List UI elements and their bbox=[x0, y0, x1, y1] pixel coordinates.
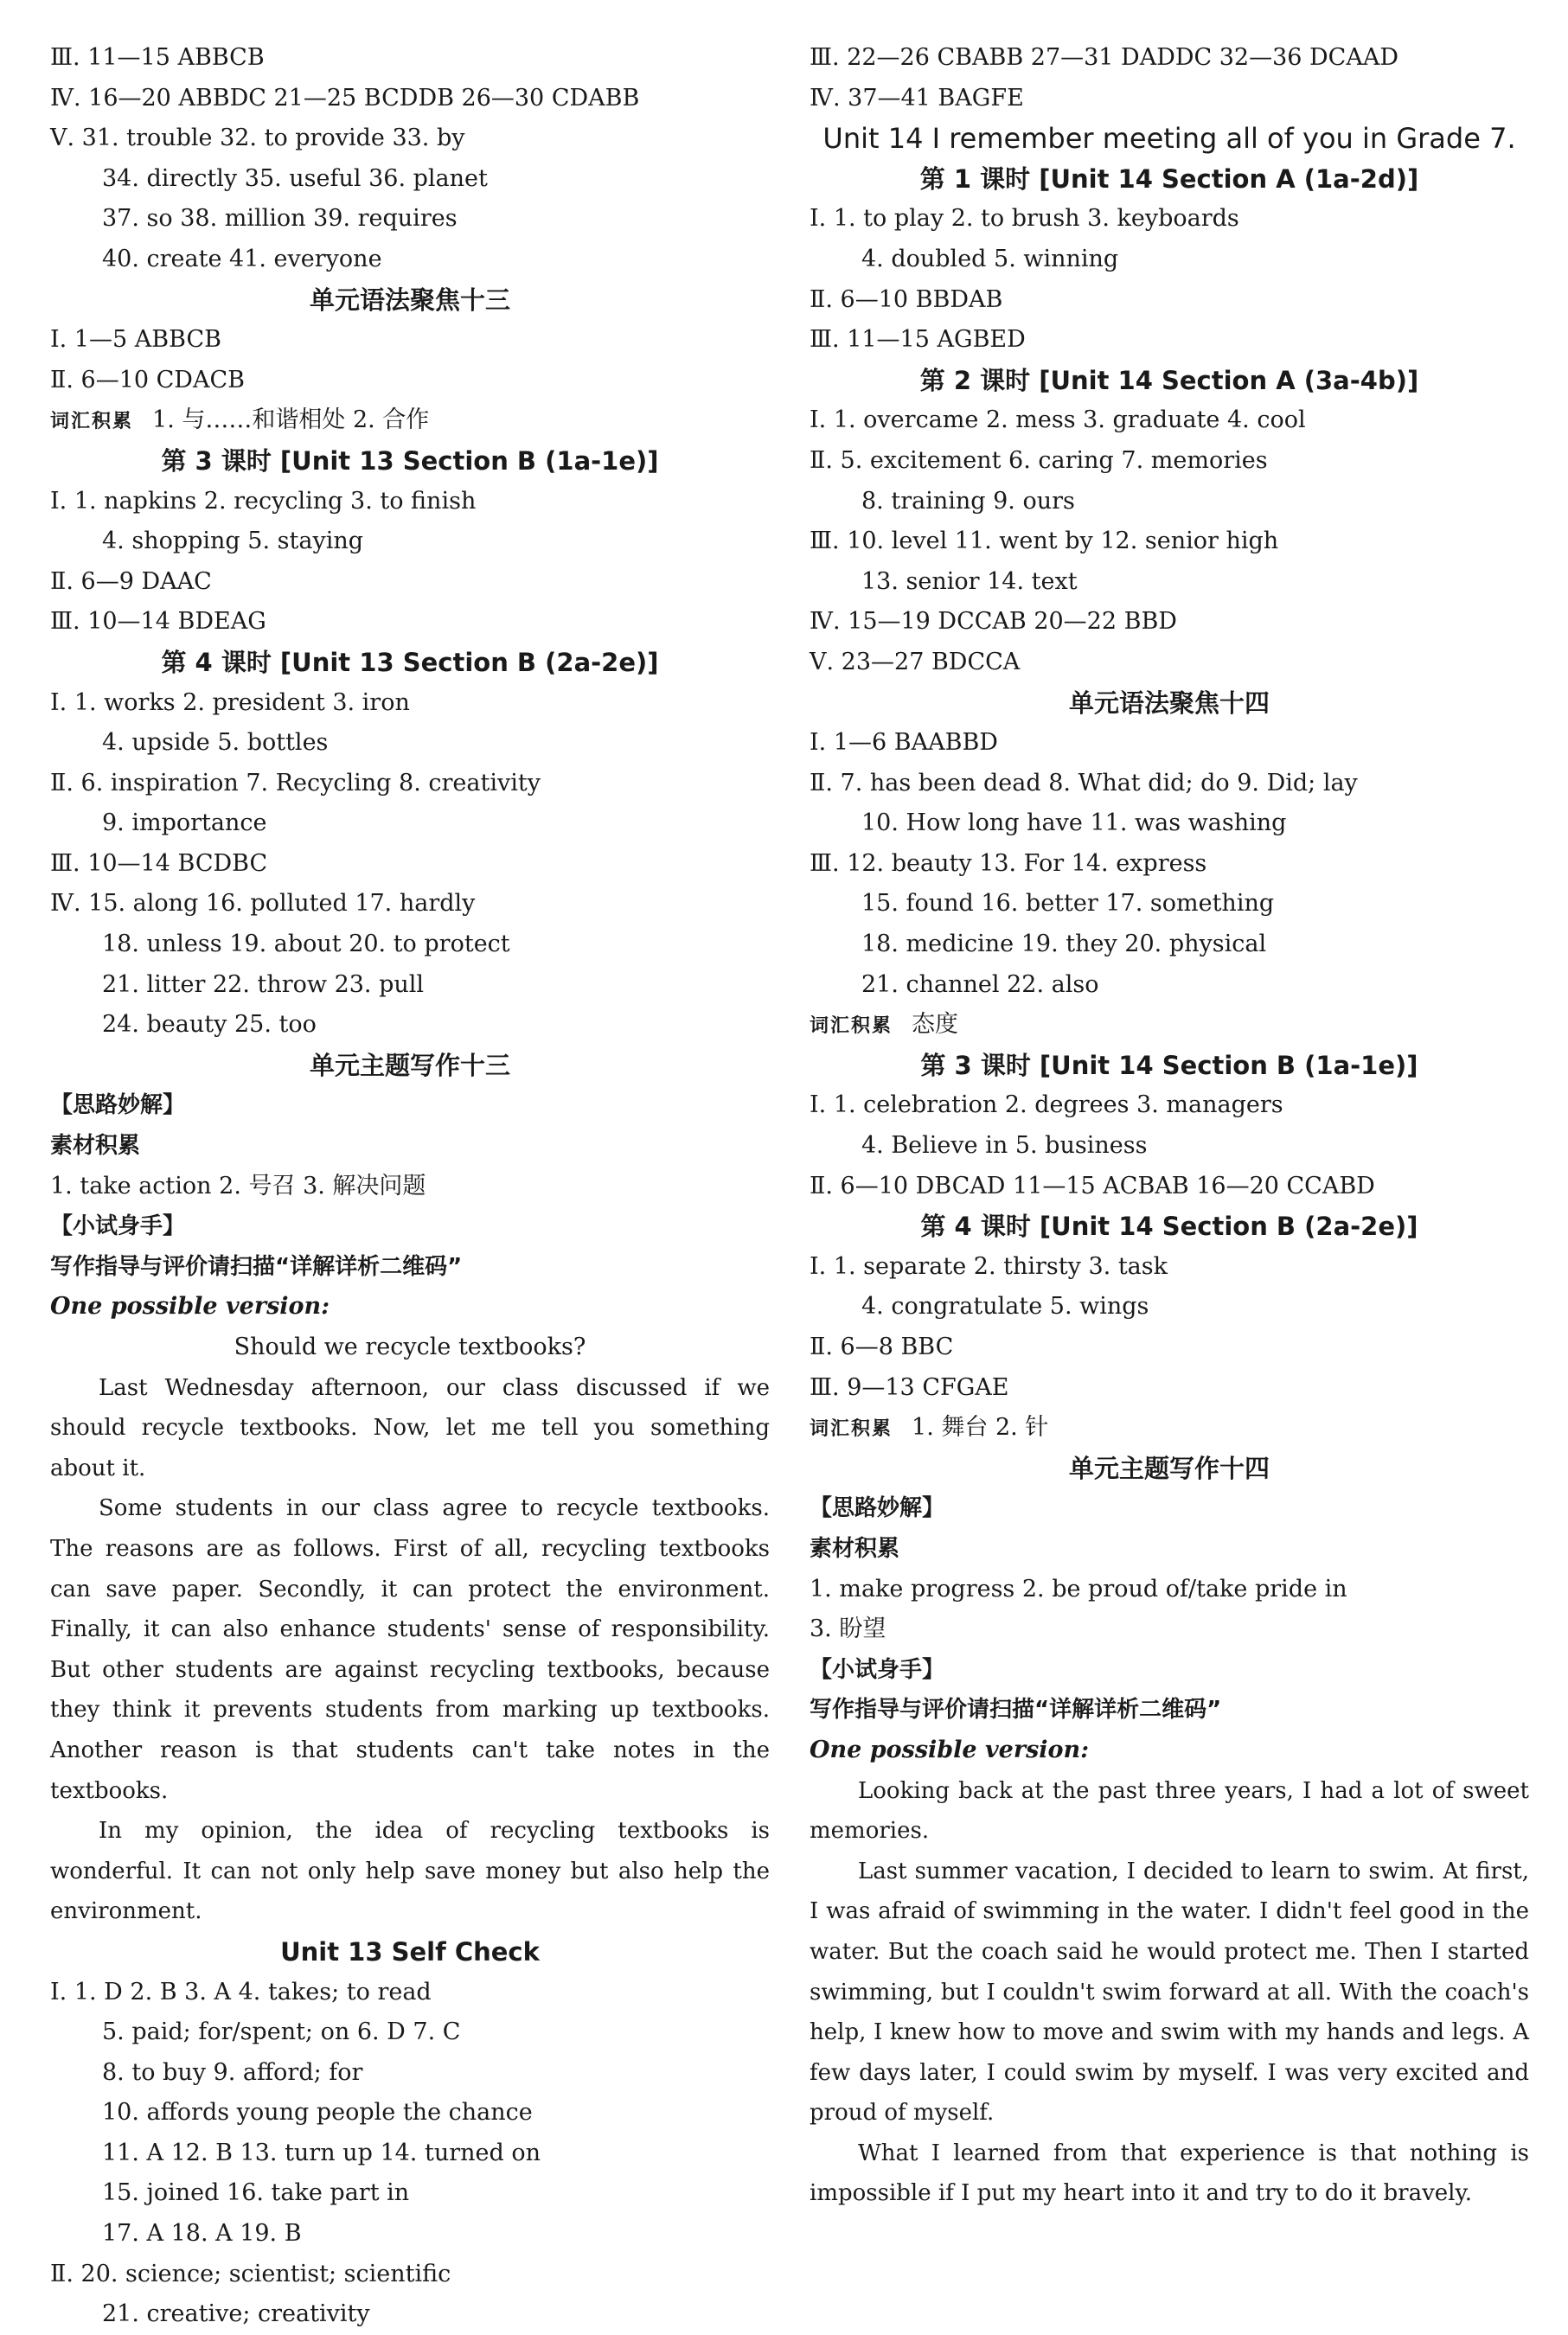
answer-line: Ⅲ. 10—14 BDEAG bbox=[50, 608, 266, 636]
answer-line-continued: 4. shopping 5. staying bbox=[102, 528, 364, 555]
answer-line: 3. 盼望 bbox=[810, 1615, 886, 1643]
section-heading: 第 1 课时 [Unit 14 Section A (1a-2d)] bbox=[919, 163, 1419, 194]
version-label: One possible version: bbox=[810, 1736, 1090, 1763]
vocab-label: 词汇积累 bbox=[810, 1015, 893, 1038]
answer-line-continued: 4. congratulate 5. wings bbox=[861, 1293, 1149, 1321]
answer-line: 1. take action 2. 号召 3. 解决问题 bbox=[50, 1172, 426, 1199]
answer-line: Ⅳ. 15—19 DCCAB 20—22 BBD bbox=[810, 608, 1177, 636]
answer-line-continued: 8. training 9. ours bbox=[861, 487, 1075, 515]
vocab-text: 态度 bbox=[912, 1011, 959, 1039]
essay-paragraph: Some students in our class agree to recycle textbooks. The reasons are as follows. First of all, recycling textbooks can save paper. Secondly, it can protect the environment. Finally, it can also enhance students' sense of responsibility. But other students are against recycling textbooks, because they think it prevents students from marking up textbooks. Another reason is that students can't take notes in the textbooks. bbox=[50, 1495, 770, 1804]
answer-line-continued: 21. channel 22. also bbox=[861, 970, 1099, 998]
answer-line: Ⅱ. 6. inspiration 7. Recycling 8. creativity bbox=[50, 769, 541, 796]
essay-paragraph: Last Wednesday afternoon, our class discussed if we should recycle textbooks. Now, let me tell you something about it. bbox=[50, 1374, 770, 1481]
answer-line-continued: 8. to buy 9. afford; for bbox=[102, 2058, 363, 2086]
version-label: One possible version: bbox=[50, 1293, 330, 1321]
section-heading: 第 4 课时 [Unit 14 Section B (2a-2e)] bbox=[920, 1212, 1418, 1242]
answer-line-continued: 17. A 18. A 19. B bbox=[102, 2220, 302, 2248]
answer-line-continued: 21. creative; creativity bbox=[102, 2300, 370, 2328]
answer-line: Ⅲ. 12. beauty 13. For 14. express bbox=[810, 849, 1207, 877]
essay-title: Should we recycle textbooks? bbox=[234, 1334, 586, 1360]
answer-line-continued: 13. senior 14. text bbox=[861, 567, 1078, 595]
section-heading: Unit 13 Self Check bbox=[280, 1936, 540, 1967]
section-heading: 单元语法聚焦十四 bbox=[1068, 688, 1270, 718]
subsection-label: 素材积累 bbox=[810, 1535, 900, 1562]
answer-line: Ⅳ. 37—41 BAGFE bbox=[810, 84, 1024, 112]
vocab-line bbox=[810, 1005, 1529, 1046]
vocab-text: 1. 舞台 2. 针 bbox=[912, 1414, 1049, 1442]
section-heading: 第 3 课时 [Unit 13 Section B (1a-1e)] bbox=[161, 445, 659, 476]
answer-line: Ⅲ. 10—14 BCDBC bbox=[50, 849, 268, 877]
subsection-label: 【思路妙解】 bbox=[50, 1092, 186, 1119]
vocab-label: 词汇积累 bbox=[810, 1418, 893, 1441]
answer-line: Ⅱ. 5. excitement 6. caring 7. memories bbox=[810, 446, 1268, 474]
answer-line: 1. make progress 2. be proud of/take pride in bbox=[810, 1575, 1347, 1603]
answer-line-continued: 4. upside 5. bottles bbox=[102, 729, 329, 757]
answer-line: Ⅰ. 1. to play 2. to brush 3. keyboards bbox=[810, 205, 1239, 233]
answer-line: Ⅲ. 11—15 ABBCB bbox=[50, 44, 265, 71]
vocab-text: 1. 与……和谐相处 2. 合作 bbox=[152, 406, 430, 434]
subsection-label: 写作指导与评价请扫描“详解详析二维码” bbox=[810, 1697, 1222, 1724]
answer-line: Ⅱ. 7. has been dead 8. What did; do 9. Did; lay bbox=[810, 769, 1358, 796]
left-column bbox=[50, 38, 770, 2335]
vocab-label: 词汇积累 bbox=[50, 411, 134, 433]
subsection-label: 素材积累 bbox=[50, 1133, 141, 1160]
vocab-line bbox=[810, 1408, 1529, 1449]
answer-line-continued: 5. paid; for/spent; on 6. D 7. C bbox=[102, 2018, 461, 2046]
essay-paragraph: Looking back at the past three years, I had a lot of sweet memories. bbox=[810, 1777, 1529, 1845]
subsection-label: 写作指导与评价请扫描“详解详析二维码” bbox=[50, 1253, 463, 1280]
answer-line-continued: 11. A 12. B 13. turn up 14. turned on bbox=[102, 2139, 541, 2166]
answer-line: Ⅰ. 1. overcame 2. mess 3. graduate 4. cool bbox=[810, 406, 1306, 434]
answer-line: Ⅴ. 23—27 BDCCA bbox=[810, 648, 1021, 675]
section-heading: 单元主题写作十四 bbox=[1068, 1453, 1270, 1483]
answer-line: Ⅱ. 6—8 BBC bbox=[810, 1334, 954, 1360]
answer-line: Ⅰ. 1. celebration 2. degrees 3. managers bbox=[810, 1091, 1283, 1119]
section-heading: 第 3 课时 [Unit 14 Section B (1a-1e)] bbox=[920, 1050, 1418, 1080]
answer-line: Ⅳ. 16—20 ABBDC 21—25 BCDDB 26—30 CDABB bbox=[50, 84, 640, 112]
answer-line: Ⅰ. 1. separate 2. thirsty 3. task bbox=[810, 1252, 1168, 1280]
answer-line-continued: 24. beauty 25. too bbox=[102, 1011, 317, 1039]
answer-line-continued: 4. Believe in 5. business bbox=[861, 1132, 1148, 1160]
answer-line-continued: 18. medicine 19. they 20. physical bbox=[861, 931, 1267, 958]
answer-line: Ⅱ. 6—9 DAAC bbox=[50, 567, 212, 595]
essay-paragraph: Last summer vacation, I decided to learn to swim. At first, I was afraid of swimming in the water. I didn't feel good in the water. But the coach said he would protect me. Then I started swimming, but I couldn't swim forward at all. With the coach's help, I knew how to move and swim with my hands and legs. A few days later, I could swim by myself. I was very excited and proud of myself. bbox=[810, 1858, 1529, 2127]
right-column bbox=[810, 38, 1529, 2214]
answer-line: Ⅲ. 22—26 CBABB 27—31 DADDC 32—36 DCAAD bbox=[810, 44, 1398, 71]
vocab-line bbox=[50, 400, 770, 441]
answer-line-continued: 10. How long have 11. was washing bbox=[861, 809, 1287, 837]
answer-line-continued: 9. importance bbox=[102, 809, 267, 837]
answer-line: Ⅱ. 6—10 DBCAD 11—15 ACBAB 16—20 CCABD bbox=[810, 1172, 1375, 1199]
answer-line-continued: 21. litter 22. throw 23. pull bbox=[102, 970, 425, 998]
answer-line: Ⅰ. 1. works 2. president 3. iron bbox=[50, 688, 410, 716]
answer-line: Ⅰ. 1—6 BAABBD bbox=[810, 729, 998, 757]
answer-line: Ⅴ. 31. trouble 32. to provide 33. by bbox=[50, 125, 465, 152]
subsection-label: 【小试身手】 bbox=[50, 1213, 186, 1240]
answer-line-continued: 18. unless 19. about 20. to protect bbox=[102, 931, 510, 958]
answer-line: Ⅲ. 9—13 CFGAE bbox=[810, 1373, 1009, 1401]
answer-line-continued: 40. create 41. everyone bbox=[102, 245, 382, 272]
answer-line-continued: 15. joined 16. take part in bbox=[102, 2179, 410, 2207]
answer-line: Ⅱ. 20. science; scientist; scientific bbox=[50, 2260, 451, 2287]
answer-line-continued: 10. affords young people the chance bbox=[102, 2099, 533, 2127]
subsection-label: 【思路妙解】 bbox=[810, 1495, 945, 1522]
answer-line: Ⅳ. 15. along 16. polluted 17. hardly bbox=[50, 890, 476, 918]
answer-line: Ⅰ. 1. napkins 2. recycling 3. to finish bbox=[50, 487, 477, 515]
section-heading: 单元主题写作十三 bbox=[309, 1050, 510, 1080]
essay-paragraph: What I learned from that experience is that nothing is impossible if I put my heart into it and try to do it bravely. bbox=[810, 2140, 1529, 2207]
answer-line: Ⅰ. 1—5 ABBCB bbox=[50, 326, 221, 354]
answer-line-continued: 4. doubled 5. winning bbox=[861, 245, 1119, 272]
section-heading: 单元语法聚焦十三 bbox=[309, 285, 510, 315]
essay-paragraph: In my opinion, the idea of recycling textbooks is wonderful. It can not only help save money but also help the environment. bbox=[50, 1818, 770, 1925]
answer-line-continued: 34. directly 35. useful 36. planet bbox=[102, 164, 488, 192]
section-heading: 第 2 课时 [Unit 14 Section A (3a-4b)] bbox=[919, 365, 1419, 395]
answer-line: Ⅰ. 1. D 2. B 3. A 4. takes; to read bbox=[50, 1978, 432, 2006]
subsection-label: 【小试身手】 bbox=[810, 1656, 945, 1683]
section-heading: 第 4 课时 [Unit 13 Section B (2a-2e)] bbox=[161, 647, 659, 677]
answer-line-continued: 15. found 16. better 17. something bbox=[861, 890, 1275, 918]
answer-line: Ⅱ. 6—10 BBDAB bbox=[810, 285, 1003, 313]
unit-title: Unit 14 I remember meeting all of you in Grade 7. bbox=[822, 122, 1516, 156]
answer-line: Ⅱ. 6—10 CDACB bbox=[50, 366, 245, 393]
answer-line-continued: 37. so 38. million 39. requires bbox=[102, 205, 458, 233]
answer-line: Ⅲ. 11—15 AGBED bbox=[810, 326, 1026, 354]
answer-line: Ⅲ. 10. level 11. went by 12. senior high bbox=[810, 528, 1279, 555]
